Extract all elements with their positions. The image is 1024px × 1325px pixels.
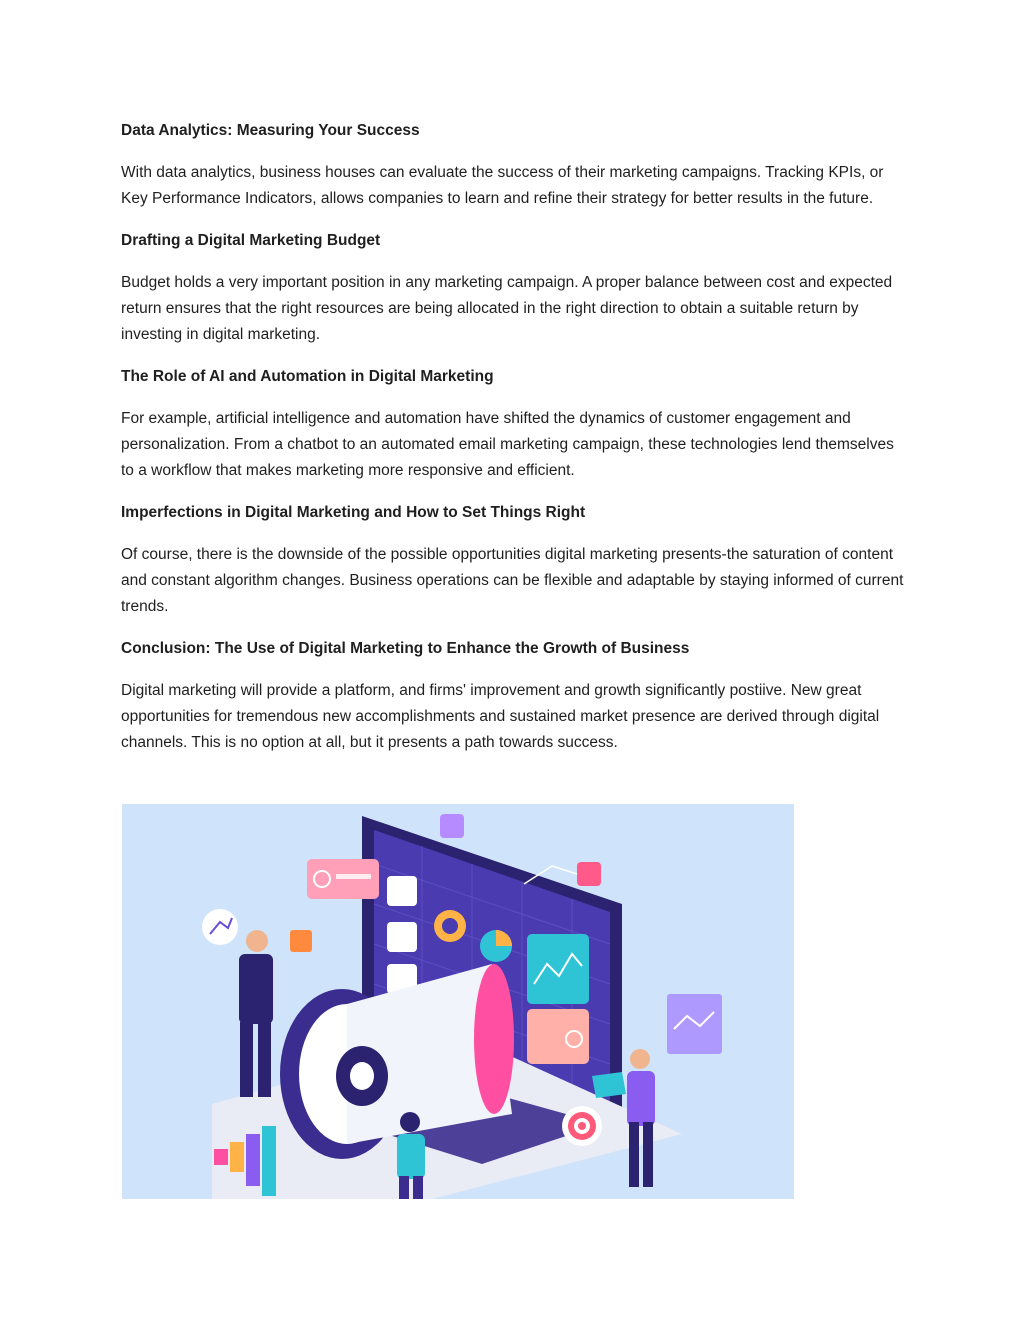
section-heading-ai: The Role of AI and Automation in Digital Marketing [121,368,494,385]
section-body-analytics: With data analytics, business houses can evaluate the success of their marketing campaigns. Tracking KPIs, or Key Performance Indicators, allows companies to learn and refine their strategy for better results in the future. [121,164,884,207]
illustration-svg [122,804,794,1199]
section-heading-analytics: Data Analytics: Measuring Your Success [121,122,420,139]
businessman-figure-icon [239,930,273,1097]
section-heading-imperfections: Imperfections in Digital Marketing and How to Set Things Right [121,504,586,521]
section-body-imperfections: Of course, there is the downside of the possible opportunities digital marketing presents-the saturation of content and constant algorithm changes. Business operations can be flexible and adaptable by staying informed of current trends. [121,546,904,615]
section-heading-conclusion: Conclusion: The Use of Digital Marketing to Enhance the Growth of Business [121,640,690,657]
section-body-budget: Budget holds a very important position in any marketing campaign. A proper balance between cost and expected return ensures that the right resources are being allocated in the right direction to obtain a suitable return by investing in digital marketing. [121,274,893,343]
section-heading-budget: Drafting a Digital Marketing Budget [121,232,381,249]
section-body-ai: For example, artificial intelligence and automation have shifted the dynamics of customer engagement and personalization. From a chatbot to an automated email marketing campaign, these technologies lend themselves to a workflow that makes marketing more responsive and efficient. [121,410,894,479]
target-icon [562,1106,602,1146]
document-body [121,118,911,772]
section-body-conclusion: Digital marketing will provide a platform, and firms' improvement and growth significantly postiive. New great opportunities for tremendous new accomplishments and sustained market presence are derived through digital channels. This is no option at all, but it presents a path towards success. [121,682,880,751]
digital-marketing-illustration [122,804,794,1199]
